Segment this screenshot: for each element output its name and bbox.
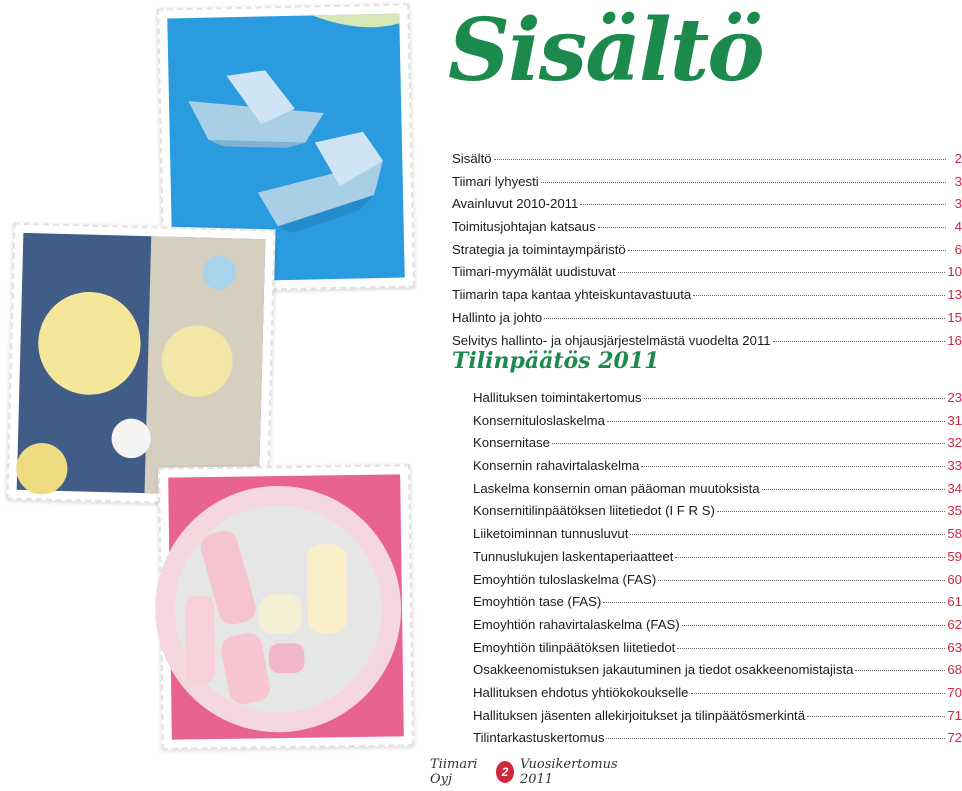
toc-entry-label: Hallituksen ehdotus yhtiökokoukselle (473, 684, 689, 700)
toc-entry-page: 23 (947, 390, 962, 405)
toc-entry-page: 71 (947, 707, 962, 723)
toc-entry[interactable] (452, 148, 962, 171)
toc-entry-label: Emoyhtiön tuloslaskelma (FAS) (473, 571, 657, 587)
toc-entry-page: 35 (947, 503, 962, 519)
toc-entry[interactable] (473, 546, 962, 569)
toc-entry-page: 3 (954, 196, 962, 212)
toc-entry-page: 58 (947, 526, 962, 542)
toc-entry-page: 3 (954, 173, 962, 189)
toc-entry-label: Avainluvut 2010-2011 (452, 196, 579, 212)
toc-entry[interactable] (473, 727, 962, 750)
toc-entry-label: Sisältö (452, 151, 492, 166)
toc-entry-label: Toimitusjohtajan katsaus (452, 219, 596, 235)
toc-entry-label: Konsernitilinpäätöksen liitetiedot (I F R S) (473, 503, 715, 519)
toc-entry-label: Tiimari lyhyesti (452, 173, 539, 189)
toc-entry[interactable] (473, 659, 962, 682)
toc-entry-page: 70 (947, 684, 962, 700)
toc-entry[interactable] (452, 307, 962, 330)
toc-entry-label: Tunnuslukujen laskentaperiaatteet (473, 548, 674, 564)
toc-entry-label: Hallinto ja johto (452, 309, 543, 325)
toc-entry-label: Konsernin rahavirtalaskelma (473, 458, 640, 474)
toc-dot-leader (628, 250, 946, 251)
page-title: Sisältö (448, 0, 763, 101)
toc-entry-page: 10 (947, 264, 962, 280)
toc-financial-list (473, 387, 962, 750)
toc-entry-label: Strategia ja toimintaympäristö (452, 241, 626, 257)
page-footer (430, 757, 630, 787)
toc-entry-page: 72 (947, 730, 962, 746)
footer-company: Tiimari Oyj (430, 757, 478, 787)
toc-dot-leader (762, 489, 946, 490)
toc-dot-leader (603, 602, 945, 603)
toc-entry-label: Tiimarin tapa kantaa yhteiskuntavastuuta (452, 287, 692, 303)
toc-entry[interactable] (473, 432, 962, 455)
toc-entry-page: 63 (947, 639, 962, 655)
toc-entry-label: Emoyhtiön tase (FAS) (473, 594, 602, 610)
toc-entry[interactable] (473, 410, 962, 433)
toc-entry-label: Emoyhtiön rahavirtalaskelma (FAS) (473, 616, 680, 632)
toc-entry-page: 34 (947, 480, 962, 496)
toc-entry-label: Laskelma konsernin oman pääoman muutoksista (473, 480, 760, 496)
toc-entry-page: 59 (947, 548, 962, 564)
toc-dot-leader (807, 716, 945, 717)
toc-dot-leader (606, 738, 945, 739)
toc-dot-leader (717, 511, 945, 512)
toc-dot-leader (691, 693, 946, 694)
toc-entry[interactable] (473, 500, 962, 523)
toc-entry[interactable] (452, 261, 962, 284)
toc-dot-leader (607, 421, 945, 422)
toc-dot-leader (630, 534, 945, 535)
toc-dot-leader (644, 398, 946, 399)
toc-entry-label: Selvitys hallinto- ja ohjausjärjestelmästä vuodelta 2011 (452, 332, 771, 348)
photo-pompoms (6, 223, 275, 507)
toc-entry[interactable] (473, 705, 962, 728)
toc-dot-leader (855, 670, 945, 671)
toc-dot-leader (658, 580, 945, 581)
toc-entry-page: 62 (947, 616, 962, 632)
toc-entry-label: Hallituksen toimintakertomus (473, 390, 642, 405)
toc-entry[interactable] (473, 591, 962, 614)
section-heading-financial: Tilinpäätös 2011 (452, 348, 660, 374)
toc-entry-page: 15 (947, 309, 962, 325)
toc-dot-leader (693, 295, 945, 296)
toc-entry[interactable] (473, 455, 962, 478)
toc-entry[interactable] (452, 239, 962, 262)
toc-dot-leader (641, 466, 945, 467)
toc-dot-leader (544, 318, 945, 319)
toc-entry[interactable] (473, 478, 962, 501)
toc-entry-label: Hallituksen jäsenten allekirjoitukset ja tilinpäätösmerkintä (473, 707, 806, 723)
toc-entry-label: Tiimari-myymälät uudistuvat (452, 264, 616, 280)
toc-entry-label: Tilintarkastuskertomus (473, 730, 605, 746)
toc-entry[interactable] (473, 569, 962, 592)
toc-entry-page: 4 (954, 219, 962, 235)
toc-dot-leader (675, 557, 945, 558)
toc-entry-page: 31 (947, 412, 962, 428)
toc-entry-page: 60 (947, 571, 962, 587)
toc-dot-leader (598, 227, 946, 228)
toc-entry-page: 68 (947, 662, 962, 678)
toc-entry[interactable] (452, 193, 962, 216)
toc-entry[interactable] (473, 614, 962, 637)
toc-dot-leader (552, 443, 945, 444)
toc-entry-page: 2 (954, 151, 962, 166)
toc-entry-page: 13 (947, 287, 962, 303)
toc-entry-page: 16 (947, 332, 962, 348)
toc-dot-leader (773, 341, 946, 342)
toc-dot-leader (541, 182, 946, 183)
toc-entry-label: Konsernitase (473, 435, 550, 451)
toc-entry[interactable] (473, 523, 962, 546)
toc-entry[interactable] (473, 637, 962, 660)
toc-entry-page: 33 (947, 458, 962, 474)
toc-dot-leader (580, 204, 946, 205)
toc-dot-leader (618, 272, 946, 273)
toc-main-list (452, 148, 962, 352)
toc-entry[interactable] (452, 216, 962, 239)
toc-entry[interactable] (473, 387, 962, 410)
toc-entry[interactable] (473, 682, 962, 705)
toc-dot-leader (682, 625, 946, 626)
toc-dot-leader (677, 648, 945, 649)
footer-page-number: 2 (496, 761, 514, 783)
toc-entry-page: 32 (947, 435, 962, 451)
toc-entry-page: 61 (947, 594, 962, 610)
toc-dot-leader (494, 159, 946, 160)
photo-marshmallows (158, 464, 414, 749)
toc-entry-label: Emoyhtiön tilinpäätöksen liitetiedot (473, 639, 676, 655)
toc-entry[interactable] (452, 171, 962, 194)
toc-entry-label: Osakkeenomistuksen jakautuminen ja tiedot osakkeenomistajista (473, 662, 854, 678)
toc-entry-label: Liiketoiminnan tunnusluvut (473, 526, 629, 542)
toc-entry-page: 6 (954, 241, 962, 257)
toc-entry-label: Konsernituloslaskelma (473, 412, 605, 428)
footer-report-title: Vuosikertomus 2011 (519, 757, 618, 787)
toc-entry[interactable] (452, 284, 962, 307)
